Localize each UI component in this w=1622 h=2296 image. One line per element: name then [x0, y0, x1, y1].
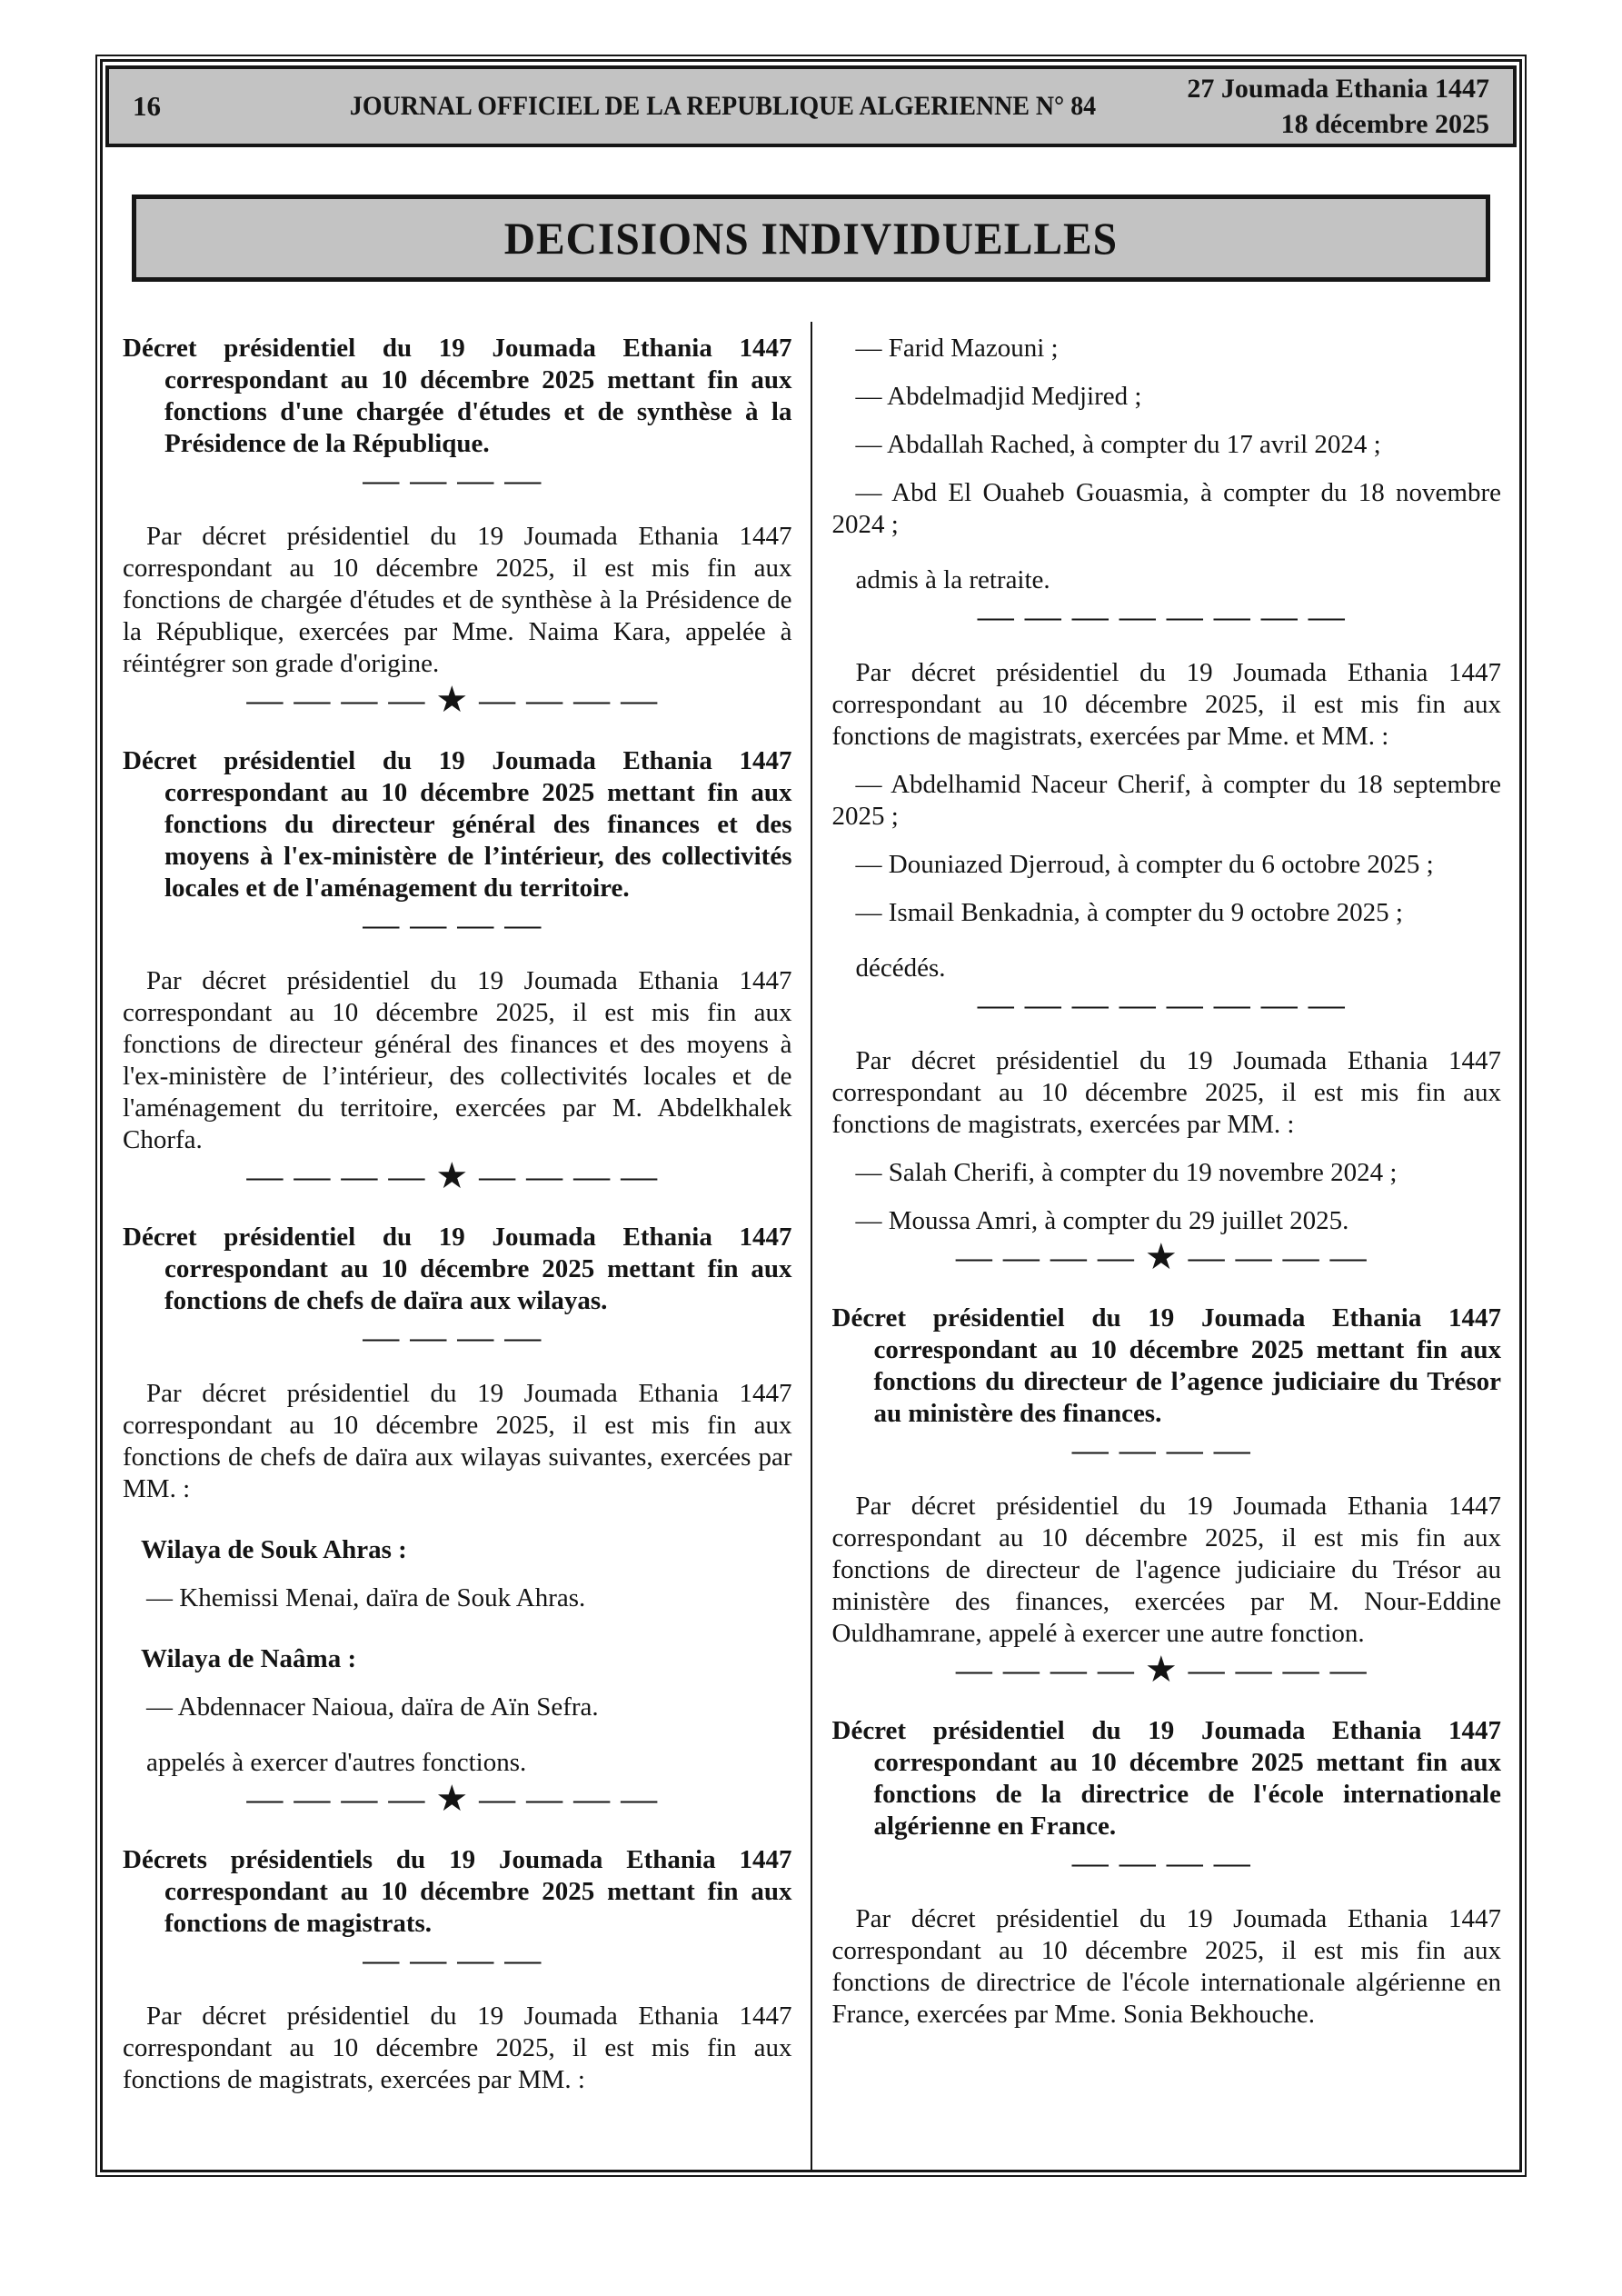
separator-star: ————★————	[246, 1778, 669, 1819]
separator-star: ————★————	[246, 679, 669, 720]
decree-paragraph: Par décret présidentiel du 19 Joumada Ethania 1447 correspondant au 10 décembre 2025, il est mis fin aux fonctions de magistrats, exercées par Mme. et MM. :	[831, 658, 1501, 751]
decree-heading: Décret présidentiel du 19 Joumada Ethania 1447 correspondant au 10 décembre 2025 mettant fin aux fonctions du directeur de l’agence judiciaire du Trésor au ministère des finances.	[831, 1303, 1501, 1428]
separator-long: ————————	[977, 595, 1356, 636]
journal-title	[269, 91, 1176, 122]
list-item: — Ismail Benkadnia, à compter du 9 octobre 2025 ;	[855, 898, 1403, 927]
page-header-banner	[105, 65, 1517, 147]
page-frame	[100, 59, 1522, 2172]
list-item: — Douniazed Djerroud, à compter du 6 octobre 2025 ;	[855, 850, 1434, 879]
separator-short: ————	[363, 903, 552, 944]
separator-short: ————	[363, 1939, 552, 1980]
decree-paragraph: Par décret présidentiel du 19 Joumada Ethania 1447 correspondant au 10 décembre 2025, il est mis fin aux fonctions de directrice de l'école internationale algérienne en France, exercées par Mme. Sonia Bekhouche.	[831, 1904, 1501, 2029]
list-item: — Abdelhamid Naceur Cherif, à compter du 18 septembre 2025 ;	[831, 770, 1501, 831]
decree-heading: Décret présidentiel du 19 Joumada Ethania 1447 correspondant au 10 décembre 2025 mettant fin aux fonctions d'une chargée d'études et de synthèse à la Présidence de la République.	[123, 334, 792, 458]
wilaya-subheading: Wilaya de Naâma :	[141, 1644, 357, 1673]
list-item: — Abdennacer Naioua, daïra de Aïn Sefra.	[146, 1692, 599, 1722]
separator-short: ————	[1071, 1429, 1261, 1470]
list-item: — Salah Cherifi, à compter du 19 novembre 2024 ;	[855, 1158, 1398, 1187]
decree-heading: Décrets présidentiels du 19 Joumada Ethania 1447 correspondant au 10 décembre 2025 mettant fin aux fonctions de magistrats.	[123, 1845, 792, 1938]
separator-short: ————	[363, 459, 552, 500]
journal-title-text: JOURNAL OFFICIEL DE LA REPUBLIQUE ALGERIENNE N° 84	[349, 91, 1096, 121]
decree-paragraph: Par décret présidentiel du 19 Joumada Ethania 1447 correspondant au 10 décembre 2025, il est mis fin aux fonctions de directeur général des finances et des moyens à l'ex-ministère de l’intérieur, des collectivités locales et de l'aménagement du territoire, exercées par M. Abdelkhalek Chorfa.	[123, 966, 792, 1154]
section-title: DECISIONS INDIVIDUELLES	[503, 213, 1119, 264]
header-dates	[1176, 71, 1489, 142]
closing-line: appelés à exercer d'autres fonctions.	[146, 1748, 527, 1777]
date-hijri: 27 Joumada Ethania 1447	[1187, 74, 1489, 104]
separator-short: ————	[1071, 1842, 1261, 1882]
left-column	[103, 322, 811, 2170]
section-banner	[132, 195, 1490, 282]
separator-star: ————★————	[955, 1649, 1378, 1690]
decree-paragraph: Par décret présidentiel du 19 Joumada Ethania 1447 correspondant au 10 décembre 2025, il est mis fin aux fonctions de chefs de daïra aux wilayas suivantes, exercées par MM. :	[123, 1379, 792, 1503]
closing-line: décédés.	[855, 953, 946, 983]
decree-paragraph: Par décret présidentiel du 19 Joumada Ethania 1447 correspondant au 10 décembre 2025, il est mis fin aux fonctions de directeur de l'agence judiciaire du Trésor au ministère des finances, exercées par M. Nour-Eddine Ouldhamrane, appelé à exercer une autre fonction.	[831, 1492, 1501, 1648]
separator-long: ————————	[977, 983, 1356, 1024]
separator-short: ————	[363, 1316, 552, 1357]
list-item: — Abdallah Rached, à compter du 17 avril 2024 ;	[855, 430, 1381, 459]
list-item: — Farid Mazouni ;	[855, 334, 1059, 363]
list-item: — Moussa Amri, à compter du 29 juillet 2025.	[855, 1206, 1349, 1235]
decree-paragraph: Par décret présidentiel du 19 Joumada Ethania 1447 correspondant au 10 décembre 2025, il est mis fin aux fonctions de magistrats, exercées par MM. :	[831, 1046, 1501, 1139]
list-item: — Abd El Ouaheb Gouasmia, à compter du 18 novembre 2024 ;	[831, 478, 1501, 539]
decree-paragraph: Par décret présidentiel du 19 Joumada Ethania 1447 correspondant au 10 décembre 2025, il est mis fin aux fonctions de chargée d'études et de synthèse à la Présidence de la République, exercées par Mme. Naima Kara, appelée à réintégrer son grade d'origine.	[123, 522, 792, 678]
decree-heading: Décret présidentiel du 19 Joumada Ethania 1447 correspondant au 10 décembre 2025 mettant fin aux fonctions de la directrice de l'école internationale algérienne en France.	[831, 1716, 1501, 1841]
date-gregorian: 18 décembre 2025	[1280, 109, 1489, 139]
right-column	[812, 322, 1520, 2170]
list-item: — Abdelmadjid Medjired ;	[855, 382, 1142, 411]
content-columns	[103, 322, 1519, 2170]
list-item: — Khemissi Menai, daïra de Souk Ahras.	[146, 1583, 586, 1612]
decree-heading: Décret présidentiel du 19 Joumada Ethania 1447 correspondant au 10 décembre 2025 mettant fin aux fonctions du directeur général des finances et des moyens à l'ex-ministère de l’intérieur, des collectivités locales et de l'aménagement du territoire.	[123, 746, 792, 903]
closing-line: admis à la retraite.	[855, 565, 1050, 594]
decree-heading: Décret présidentiel du 19 Joumada Ethania 1447 correspondant au 10 décembre 2025 mettant fin aux fonctions de chefs de daïra aux wilayas.	[123, 1223, 792, 1315]
separator-star: ————★————	[246, 1155, 669, 1196]
separator-star: ————★————	[955, 1236, 1378, 1277]
decree-paragraph: Par décret présidentiel du 19 Joumada Ethania 1447 correspondant au 10 décembre 2025, il est mis fin aux fonctions de magistrats, exercées par MM. :	[123, 2002, 792, 2094]
wilaya-subheading: Wilaya de Souk Ahras :	[141, 1535, 407, 1564]
page-number: 16	[133, 90, 161, 122]
